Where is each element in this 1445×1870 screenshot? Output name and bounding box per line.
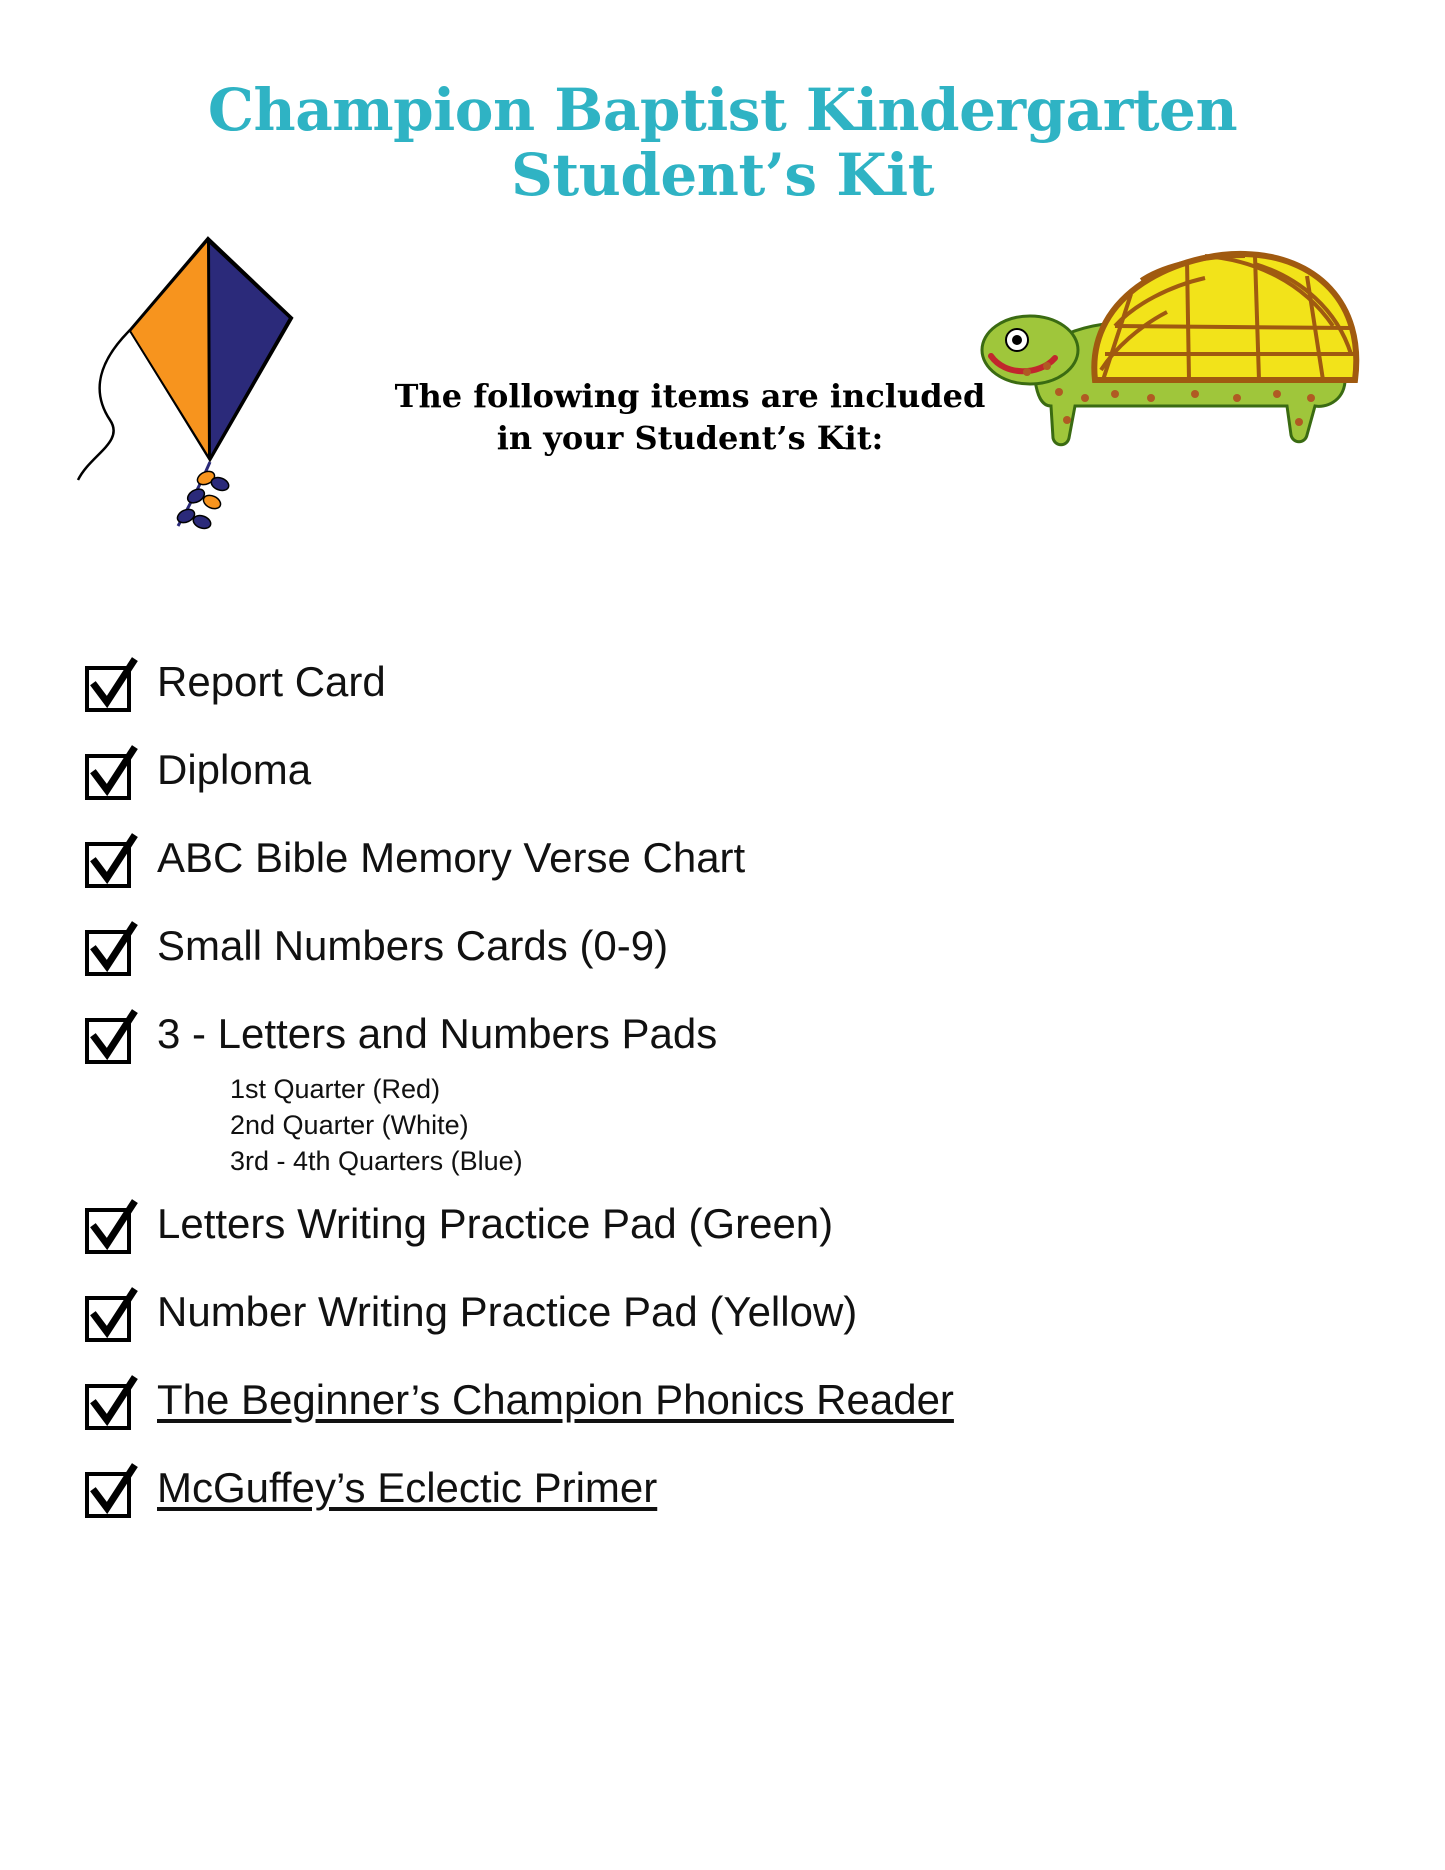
list-item[interactable] (85, 660, 1355, 712)
list-item-label: ABC Bible Memory Verse Chart (157, 834, 746, 881)
list-item-label: Diploma (157, 746, 312, 793)
list-item-label: The Beginner’s Champion Phonics Reader (157, 1375, 954, 1423)
checkbox-checked-icon[interactable] (85, 666, 131, 712)
checkbox-checked-icon[interactable] (85, 754, 131, 800)
list-item[interactable] (85, 1012, 1355, 1064)
list-item-subline: 1st Quarter (Red) (230, 1074, 441, 1104)
page-title-line-1: Champion Baptist Kindergarten (207, 76, 1238, 144)
list-item-label: Number Writing Practice Pad (Yellow) (157, 1287, 858, 1335)
list-item[interactable] (85, 748, 1355, 800)
list-item-label: Small Numbers Cards (0-9) (157, 922, 669, 969)
list-item-label: McGuffey’s Eclectic Primer (157, 1463, 658, 1511)
checkbox-checked-icon[interactable] (85, 842, 131, 888)
list-item-label: 3 - Letters and Numbers Pads (157, 1010, 718, 1057)
list-item[interactable] (85, 836, 1355, 888)
list-item-subline: 2nd Quarter (White) (230, 1109, 469, 1140)
checkbox-checked-icon[interactable] (85, 1296, 131, 1342)
page-title-line-2: Student’s Kit (510, 140, 935, 209)
list-item-label: Letters Writing Practice Pad (Green) (157, 1199, 834, 1247)
list-item[interactable] (85, 1463, 1355, 1518)
list-item-sublines (230, 1072, 1355, 1180)
checkbox-checked-icon[interactable] (85, 1384, 131, 1430)
list-item-label: Report Card (157, 658, 386, 705)
list-item[interactable] (85, 1287, 1355, 1342)
kite-icon (60, 230, 320, 540)
list-item-subline: 3rd - 4th Quarters (Blue) (230, 1145, 523, 1176)
subtitle-line-2: in your Student’s Kit: (496, 419, 884, 458)
checkbox-checked-icon[interactable] (85, 1472, 131, 1518)
subtitle (330, 375, 1050, 459)
list-item[interactable] (85, 1375, 1355, 1430)
subtitle-line-1: The following items are included (394, 377, 986, 415)
page-title (0, 78, 1445, 208)
list-item[interactable] (85, 1199, 1355, 1254)
checkbox-checked-icon[interactable] (85, 930, 131, 976)
checkbox-checked-icon[interactable] (85, 1208, 131, 1254)
checklist (85, 660, 1355, 1554)
list-item[interactable] (85, 924, 1355, 976)
checkbox-checked-icon[interactable] (85, 1018, 131, 1064)
